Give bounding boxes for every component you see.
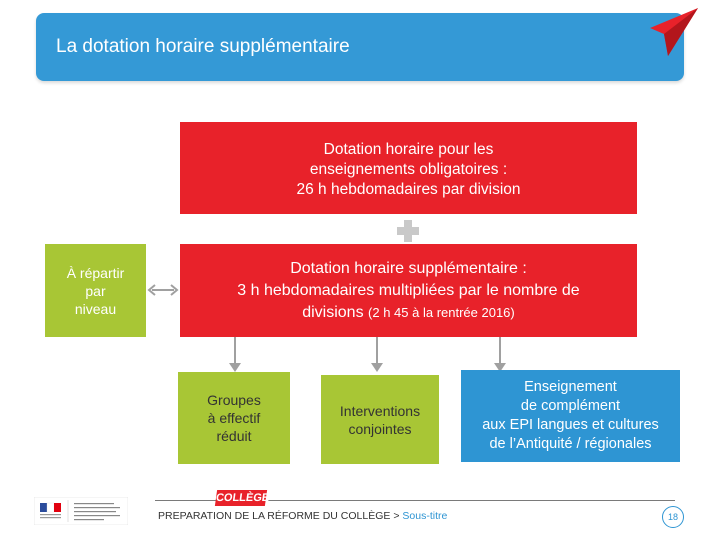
dotation-obligatoire-box — [180, 122, 637, 214]
down-arrow-icon — [492, 337, 508, 373]
box-line-note: (2 h 45 à la rentrée 2016) — [368, 304, 515, 320]
footer-caption — [158, 510, 447, 522]
repartir-niveau-box — [45, 244, 146, 337]
box-line: réduit — [216, 428, 252, 444]
box-line: conjointes — [348, 420, 412, 437]
dotation-supplementaire-box — [180, 244, 637, 337]
box-line: 3 h hebdomadaires multipliées par le nombre de — [237, 281, 580, 299]
groupes-effectif-box — [178, 372, 290, 464]
box-line: À répartir — [66, 264, 125, 281]
interventions-conjointes-box — [321, 375, 439, 464]
box-line: Interventions — [339, 402, 421, 419]
box-line: niveau — [74, 300, 117, 317]
box-line: de complément — [520, 398, 621, 414]
box-line: Dotation horaire pour les — [323, 141, 494, 158]
brand-arrow-icon — [640, 4, 700, 60]
box-line: par — [85, 282, 106, 299]
box-line: de l’Antiquité / régionales — [489, 436, 652, 452]
box-line: aux EPI langues et cultures — [482, 417, 659, 433]
down-arrow-icon — [227, 337, 243, 373]
box-line: à effectif — [207, 410, 261, 426]
box-line: 26 h hebdomadaires par division — [296, 181, 521, 198]
enseignement-complement-box — [461, 370, 680, 462]
box-line-main: divisions — [302, 303, 364, 321]
box-line — [237, 302, 579, 324]
plus-icon-bar — [397, 227, 419, 235]
page-title: La dotation horaire supplémentaire — [56, 36, 350, 57]
footer-subtitle: Sous-titre — [402, 510, 448, 522]
box-line: Dotation horaire supplémentaire : — [290, 259, 527, 277]
down-arrow-icon — [369, 337, 385, 373]
page-number: 18 — [662, 506, 684, 528]
box-line: Groupes — [207, 392, 261, 408]
box-line: enseignements obligatoires : — [309, 161, 508, 178]
college-badge: COLLÈGE — [215, 492, 271, 504]
ministry-logo — [34, 497, 128, 525]
double-arrow-icon — [146, 282, 180, 298]
box-line: Enseignement — [524, 379, 617, 395]
footer-title: PREPARATION DE LA RÉFORME DU COLLÈGE > — [158, 510, 400, 522]
